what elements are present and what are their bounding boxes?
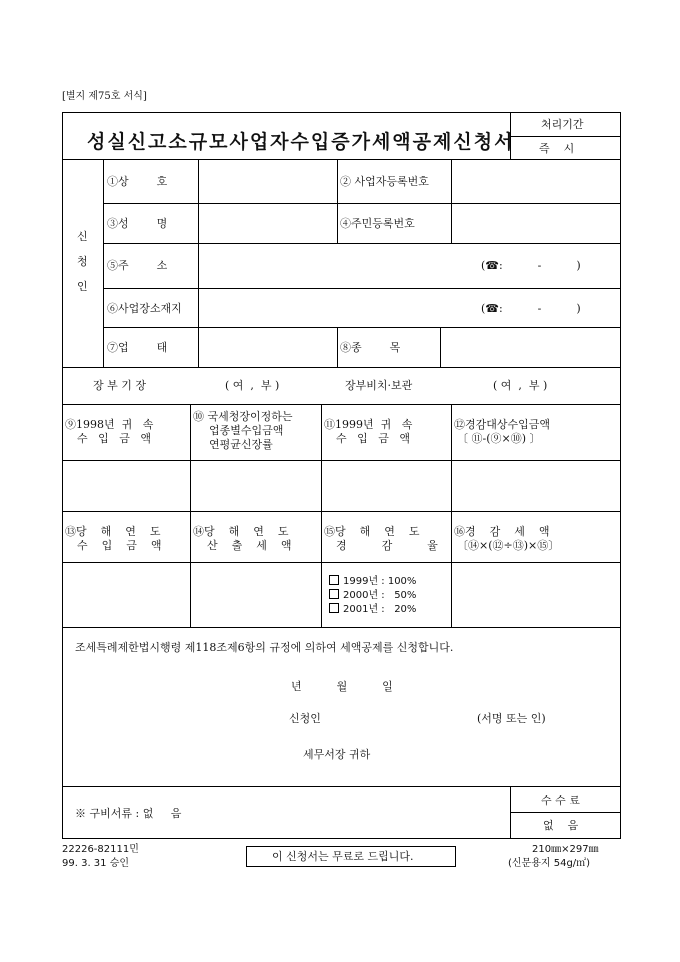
row-line: [63, 511, 620, 512]
rate-option-2001[interactable]: [329, 603, 416, 615]
row-line: [63, 460, 620, 461]
income-1999-label-line1: ⑪1999년 귀 속: [324, 418, 413, 431]
row-line: [510, 812, 620, 813]
col-line: [198, 159, 199, 367]
row-line: [63, 627, 620, 628]
declaration-date: 년 월 일: [291, 680, 393, 693]
reduction-target-income-label-line2: 〔 ⑪-(⑨×⑩) 〕: [457, 432, 541, 445]
form-code: [별지 제75호 서식]: [62, 91, 147, 102]
row-line: [103, 288, 620, 289]
processing-label: 처리기간: [541, 118, 584, 131]
row-line: [103, 243, 620, 244]
col-line: [337, 159, 338, 243]
reduction-target-income-label-line1: ⑫경감대상수입금액: [454, 418, 551, 431]
owner-name-label: ③성 명: [107, 217, 168, 230]
rate-1999-text: 1999년 : 100%: [343, 576, 417, 587]
row-line: [63, 367, 620, 368]
application-form: [62, 112, 621, 839]
paper-size: 210㎜×297㎜: [532, 844, 599, 855]
phone-1: (☎: - ): [481, 259, 581, 272]
processing-divider: [510, 136, 620, 137]
growth-rate-label-line2: 업종별수입금액: [209, 424, 284, 437]
checkbox-2001[interactable]: [329, 603, 339, 613]
row-line: [63, 562, 620, 563]
growth-rate-label-line1: ⑩ 국세청장이정하는: [193, 410, 293, 423]
approval-date: 99. 3. 31 승인: [62, 858, 130, 869]
col-line: [510, 786, 511, 838]
reduction-tax-label-line1: ⑯경 감 세 액: [454, 525, 550, 538]
resident-reg-number-label: ④주민등록번호: [340, 217, 415, 230]
phone-2: (☎: - ): [481, 302, 581, 315]
rate-2000-text: 2000년 : 50%: [343, 590, 417, 601]
applicant-side-label-3: 인: [77, 280, 88, 293]
checkbox-2000[interactable]: [329, 589, 339, 599]
form-code-number: 22226-82111민: [62, 844, 139, 855]
processing-value: 즉 시: [539, 142, 575, 155]
col-line: [440, 327, 441, 367]
form-title: 성실신고소규모사업자수입증가세액공제신청서: [87, 131, 515, 153]
business-location-label: ⑥사업장소재지: [107, 302, 182, 315]
growth-rate-label-line3: 연평균신장률: [209, 438, 273, 451]
declaration-addressee: 세무서장 귀하: [303, 748, 371, 761]
business-name-label: ①상 호: [107, 175, 168, 188]
row-line: [63, 404, 620, 405]
current-income-label-line2: 수 입 금 액: [77, 539, 162, 552]
col-line: [103, 159, 104, 367]
current-tax-label-line1: ⑭당 해 연 도: [193, 525, 289, 538]
col-line: [451, 404, 452, 627]
col-line: [451, 159, 452, 243]
business-reg-number-label: ② 사업자등록번호: [340, 175, 429, 188]
row-line: [103, 203, 620, 204]
current-income-label-line1: ⑬당 해 연 도: [65, 525, 161, 538]
fee-value: 없 음: [543, 819, 579, 832]
applicant-side-label-1: 신: [77, 230, 88, 243]
row-line: [63, 786, 620, 787]
business-type-label: ⑦업 태: [107, 341, 168, 354]
required-documents: ※ 구비서류 : 없 음: [75, 807, 182, 820]
bookkeeping-label: 장 부 기 장: [93, 379, 146, 392]
book-storage-label: 장부비치·보관: [345, 379, 413, 392]
rate-2001-text: 2001년 : 20%: [343, 604, 417, 615]
business-item-label: ⑧종 목: [340, 341, 401, 354]
col-line: [321, 404, 322, 627]
rate-option-1999[interactable]: [329, 575, 416, 587]
paper-type: (신문용지 54g/㎡): [508, 858, 591, 869]
col-line: [190, 404, 191, 627]
declaration-applicant: 신청인: [289, 712, 321, 725]
reduction-tax-label-line2: 〔⑭×(⑫÷⑬)×⑮〕: [457, 539, 560, 552]
bookkeeping-value: ( 여 , 부 ): [225, 379, 280, 392]
address-label: ⑤주 소: [107, 259, 168, 272]
reduction-rate-label-line1: ⑮당 해 연 도: [324, 525, 420, 538]
fee-label: 수 수 료: [541, 794, 580, 807]
declaration-statement: 조세특례제한법시행령 제118조제6항의 규정에 의하여 세액공제를 신청합니다.: [75, 641, 454, 654]
income-1998-label-line2: 수 입 금 액: [77, 432, 151, 445]
col-line: [337, 327, 338, 367]
checkbox-1999[interactable]: [329, 575, 339, 585]
income-1998-label-line1: ⑨1998년 귀 속: [65, 418, 154, 431]
book-storage-value: ( 여 , 부 ): [493, 379, 548, 392]
reduction-rate-label-line2: 경 감 율: [336, 539, 438, 552]
free-notice: 이 신청서는 무료로 드립니다.: [272, 850, 414, 863]
header-bottom-line: [63, 159, 620, 160]
current-tax-label-line2: 산 출 세 액: [207, 539, 292, 552]
applicant-side-label-2: 청: [77, 255, 88, 268]
declaration-signature: (서명 또는 인): [477, 712, 546, 725]
income-1999-label-line2: 수 입 금 액: [336, 432, 410, 445]
row-line: [103, 327, 620, 328]
rate-option-2000[interactable]: [329, 589, 416, 601]
